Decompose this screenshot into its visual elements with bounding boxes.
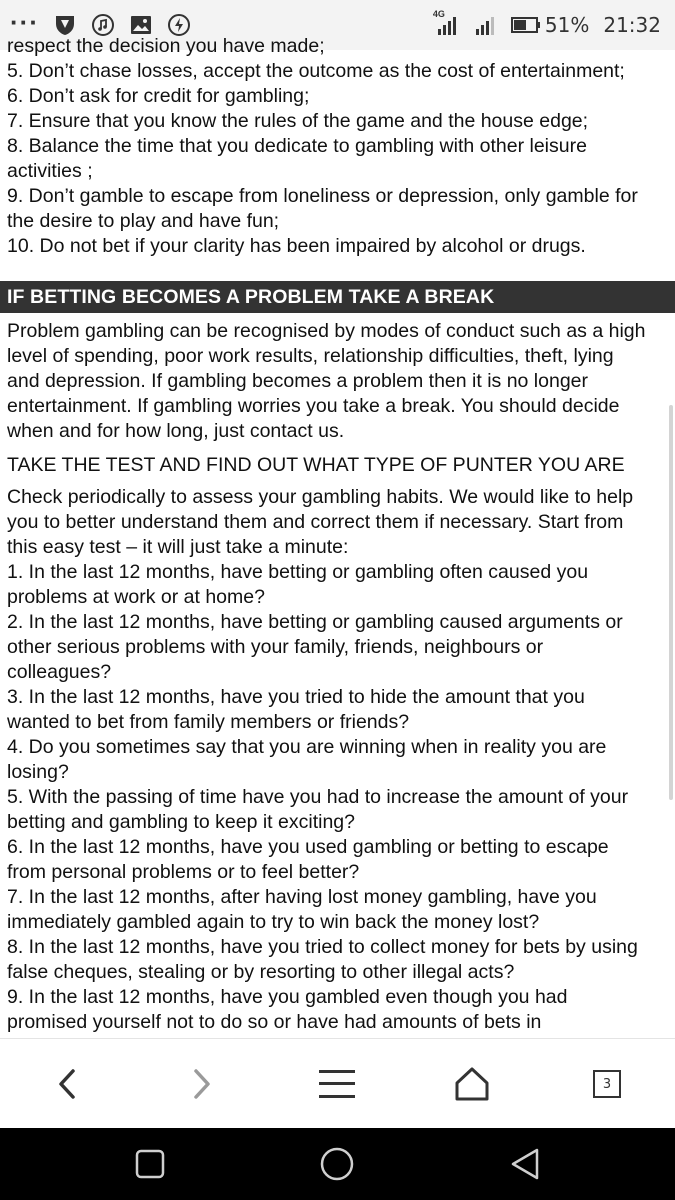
list-item: 10. Do not bet if your clarity has been impaired by alcohol or drugs. [7, 235, 586, 257]
list-item: 3. In the last 12 months, have you tried to hide the amount that you wanted to bet from family members or friends? [7, 686, 585, 733]
test-section [7, 485, 647, 1035]
list-item: 4. Do you sometimes say that you are winning when in reality you are losing? [7, 736, 607, 783]
recent-apps-icon[interactable] [130, 1146, 170, 1182]
test-heading: TAKE THE TEST AND FIND OUT WHAT TYPE OF PUNTER YOU ARE [7, 454, 625, 476]
back-arrow-icon[interactable] [45, 1064, 89, 1104]
back-triangle-icon[interactable] [505, 1146, 545, 1182]
system-nav-bar [0, 1128, 675, 1200]
web-page-content[interactable] [0, 35, 675, 1038]
forward-arrow-icon[interactable] [180, 1064, 224, 1104]
signal-4g-icon: 4G [435, 13, 459, 37]
scrollbar-thumb[interactable] [669, 405, 673, 800]
tabs-icon[interactable] [585, 1064, 629, 1104]
list-item: 2. In the last 12 months, have betting or gambling caused arguments or other serious problems with your family, friends, neighbours or colleagues? [7, 611, 623, 683]
responsible-gambling-list [7, 34, 647, 259]
list-item: 9. In the last 12 months, have you gambled even though you had promised yourself not to do so or have had amounts of bets in [7, 986, 568, 1033]
browser-toolbar [0, 1038, 675, 1128]
home-icon[interactable] [450, 1064, 494, 1104]
list-item: 8. Balance the time that you dedicate to gambling with other leisure activities ; [7, 135, 587, 182]
list-item: respect the decision you have made; [7, 35, 325, 57]
menu-icon[interactable] [315, 1064, 359, 1104]
clock: 21:32 [603, 13, 661, 37]
list-item: 1. In the last 12 months, have betting or gambling often caused you problems at work or at home? [7, 561, 589, 608]
list-item: 5. Don’t chase losses, accept the outcome as the cost of entertainment; [7, 60, 625, 82]
more-dots-icon: ··· [10, 7, 39, 37]
break-paragraph [7, 319, 647, 444]
list-item: 7. Ensure that you know the rules of the game and the house edge; [7, 110, 589, 132]
battery-percent: 51% [544, 13, 590, 37]
tab-count: 3 [602, 1076, 612, 1092]
list-item: 7. In the last 12 months, after having lost money gambling, have you immediately gambled again to try to win back the money lost? [7, 886, 597, 933]
section-header: IF BETTING BECOMES A PROBLEM TAKE A BREAK [0, 281, 675, 313]
list-item: 5. With the passing of time have you had to increase the amount of your betting and gambling to keep it exciting? [7, 786, 629, 833]
list-item: 6. Don’t ask for credit for gambling; [7, 85, 310, 107]
list-item: 8. In the last 12 months, have you tried to collect money for bets by using false cheques, stealing or by resorting to other illegal acts? [7, 936, 638, 983]
paragraph-text: Problem gambling can be recognised by modes of conduct such as a high level of spending, poor work results, relationship difficulties, theft, lying and depression. If gambling becomes a problem then it is no longer entertainment. If gambling worries you take a break. You should decide when and for how long, just contact us. [7, 320, 646, 442]
home-circle-icon[interactable] [317, 1146, 357, 1182]
test-intro: Check periodically to assess your gambling habits. We would like to help you to better understand them and correct them if necessary. Start from this easy test – it will just take a minute: [7, 486, 634, 558]
list-item: 9. Don’t gamble to escape from loneliness or depression, only gamble for the desire to play and have fun; [7, 185, 638, 232]
list-item: 6. In the last 12 months, have you used gambling or betting to escape from personal problems or to feel better? [7, 836, 609, 883]
